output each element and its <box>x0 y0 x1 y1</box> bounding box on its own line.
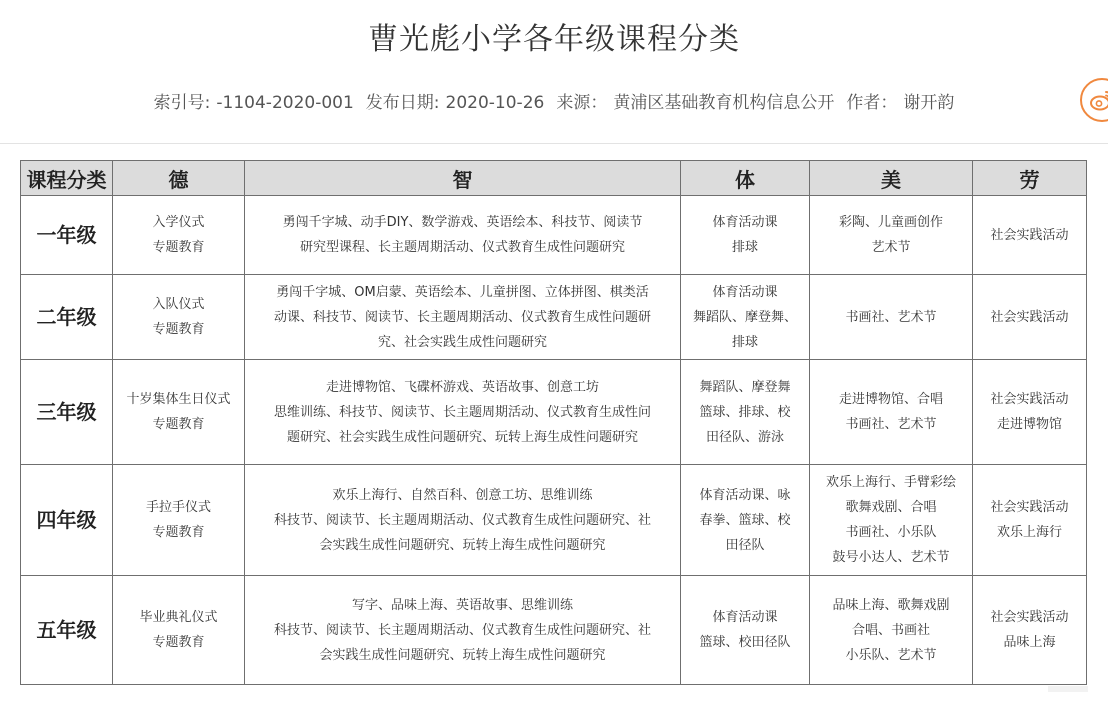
ti-cell <box>681 275 810 360</box>
header-de: 德 <box>113 161 245 196</box>
table-row <box>21 275 1087 360</box>
cell-line: 手拉手仪式 <box>145 500 211 515</box>
cell-line: 社会实践活动 <box>990 227 1069 243</box>
cell-line: 科技节、阅读节、长主题周期活动、仪式教育生成性问题研究、社 <box>273 622 651 638</box>
zhi-cell <box>245 275 681 360</box>
cell-line: 勇闯千字城、OM启蒙、英语绘本、儿童拼图、立体拼图、棋类活 <box>276 284 649 300</box>
zhi-cell <box>245 465 681 576</box>
weibo-share-button[interactable] <box>1080 78 1108 122</box>
lao-cell <box>973 196 1087 275</box>
grade-cell: 二年级 <box>21 275 113 360</box>
table-row <box>21 465 1087 576</box>
cell-line: 会实践生成性问题研究、玩转上海生成性问题研究 <box>319 647 606 663</box>
cell-line: 排球 <box>731 334 758 350</box>
cell-line: 社会实践活动 <box>990 392 1069 407</box>
cell-line: 社会实践活动 <box>990 500 1069 515</box>
index-label: 索引号: <box>153 93 211 113</box>
watermark-strip <box>1048 686 1088 692</box>
grade-cell: 三年级 <box>21 360 113 465</box>
cell-line: 入学仪式 <box>152 215 205 230</box>
cell-line: 艺术节 <box>871 240 911 255</box>
header-ti: 体 <box>681 161 810 196</box>
cell-line: 欢乐上海行、自然百科、创意工坊、思维训练 <box>332 487 593 503</box>
header-mei: 美 <box>810 161 973 196</box>
de-cell <box>113 196 245 275</box>
header-divider <box>0 143 1108 144</box>
cell-line: 走进博物馆、合唱 <box>838 392 943 407</box>
table-row <box>21 196 1087 275</box>
source <box>553 93 837 113</box>
cell-line: 会实践生成性问题研究、玩转上海生成性问题研究 <box>319 537 606 553</box>
cell-line: 研究型课程、长主题周期活动、仪式教育生成性问题研究 <box>299 240 625 255</box>
mei-cell <box>810 196 973 275</box>
cell-line: 专题教育 <box>152 417 205 432</box>
cell-line: 专题教育 <box>152 525 205 540</box>
cell-line: 究、社会实践生成性问题研究 <box>377 334 547 350</box>
table-row <box>21 576 1087 685</box>
article-meta <box>0 88 1108 113</box>
ti-cell <box>681 196 810 275</box>
index-number <box>151 93 357 113</box>
mei-cell <box>810 360 973 465</box>
de-cell <box>113 576 245 685</box>
cell-line: 欢乐上海行、手臂彩绘 <box>825 475 956 490</box>
lao-cell <box>973 576 1087 685</box>
cell-line: 篮球、校田径队 <box>699 635 791 650</box>
cell-line: 春拳、篮球、校 <box>699 512 791 528</box>
grade-cell: 五年级 <box>21 576 113 685</box>
cell-line: 歌舞戏剧、合唱 <box>845 500 937 515</box>
cell-line: 书画社、艺术节 <box>845 417 937 432</box>
source-label: 来源： <box>556 93 608 113</box>
cell-line: 舞蹈队、摩登舞 <box>699 379 791 395</box>
date-value: 2020-10-26 <box>445 93 545 113</box>
cell-line: 舞蹈队、摩登舞、 <box>692 309 797 325</box>
cell-line: 小乐队、艺术节 <box>845 647 937 663</box>
lao-cell <box>973 465 1087 576</box>
author-value: 谢开韵 <box>903 93 955 113</box>
cell-line: 体育活动课 <box>712 284 778 300</box>
zhi-cell <box>245 576 681 685</box>
de-cell <box>113 360 245 465</box>
header-category: 课程分类 <box>21 161 113 196</box>
zhi-cell <box>245 360 681 465</box>
cell-line: 篮球、排球、校 <box>699 404 791 420</box>
index-value: -1104-2020-001 <box>216 93 354 113</box>
cell-line: 田径队 <box>725 537 765 553</box>
cell-line: 专题教育 <box>152 240 205 255</box>
cell-line: 排球 <box>731 240 758 255</box>
cell-line: 思维训练、科技节、阅读节、长主题周期活动、仪式教育生成性问 <box>273 404 651 420</box>
cell-line: 勇闯千字城、动手DIY、数学游戏、英语绘本、科技节、阅读节 <box>282 215 643 230</box>
cell-line: 十岁集体生日仪式 <box>126 392 231 407</box>
mei-cell <box>810 576 973 685</box>
table-header-row <box>21 161 1087 196</box>
cell-line: 欢乐上海行 <box>996 525 1062 540</box>
cell-line: 社会实践活动 <box>990 610 1069 625</box>
cell-line: 彩陶、儿童画创作 <box>838 215 943 230</box>
de-cell <box>113 275 245 360</box>
cell-line: 体育活动课 <box>712 215 778 230</box>
mei-cell <box>810 275 973 360</box>
cell-line: 题研究、社会实践生成性问题研究、玩转上海生成性问题研究 <box>286 429 638 445</box>
cell-line: 走进博物馆 <box>996 417 1062 432</box>
ti-cell <box>681 360 810 465</box>
cell-line: 科技节、阅读节、长主题周期活动、仪式教育生成性问题研究、社 <box>273 512 651 528</box>
cell-line: 田径队、游泳 <box>705 429 784 445</box>
header-zhi: 智 <box>245 161 681 196</box>
cell-line: 书画社、艺术节 <box>845 309 937 325</box>
lao-cell <box>973 275 1087 360</box>
cell-line: 品味上海、歌舞戏剧 <box>832 597 950 613</box>
lao-cell <box>973 360 1087 465</box>
cell-line: 品味上海 <box>1003 635 1056 650</box>
cell-line: 合唱、书画社 <box>851 622 930 638</box>
cell-line: 毕业典礼仪式 <box>139 610 218 625</box>
source-value: 黄浦区基础教育机构信息公开 <box>613 93 835 113</box>
date-label: 发布日期: <box>365 93 440 113</box>
cell-line: 入队仪式 <box>152 297 205 312</box>
table-row <box>21 360 1087 465</box>
cell-line: 社会实践活动 <box>990 309 1069 325</box>
cell-line: 写字、品味上海、英语故事、思维训练 <box>351 597 573 613</box>
cell-line: 走进博物馆、飞碟杯游戏、英语故事、创意工坊 <box>325 379 599 395</box>
ti-cell <box>681 465 810 576</box>
page-title: 曹光彪小学各年级课程分类 <box>368 22 740 57</box>
mei-cell <box>810 465 973 576</box>
publish-date <box>363 93 548 113</box>
de-cell <box>113 465 245 576</box>
cell-line: 专题教育 <box>152 322 205 337</box>
cell-line: 鼓号小达人、艺术节 <box>832 550 950 565</box>
cell-line: 书画社、小乐队 <box>845 525 937 540</box>
author-label: 作者： <box>846 93 898 113</box>
ti-cell <box>681 576 810 685</box>
zhi-cell <box>245 196 681 275</box>
weibo-icon <box>1089 89 1108 111</box>
grade-cell: 四年级 <box>21 465 113 576</box>
author <box>843 93 957 113</box>
cell-line: 专题教育 <box>152 635 205 650</box>
cell-line: 体育活动课 <box>712 610 778 625</box>
curriculum-table <box>20 160 1087 685</box>
grade-cell: 一年级 <box>21 196 113 275</box>
header-lao: 劳 <box>973 161 1087 196</box>
cell-line: 体育活动课、咏 <box>699 487 791 503</box>
cell-line: 动课、科技节、阅读节、长主题周期活动、仪式教育生成性问题研 <box>273 309 651 325</box>
